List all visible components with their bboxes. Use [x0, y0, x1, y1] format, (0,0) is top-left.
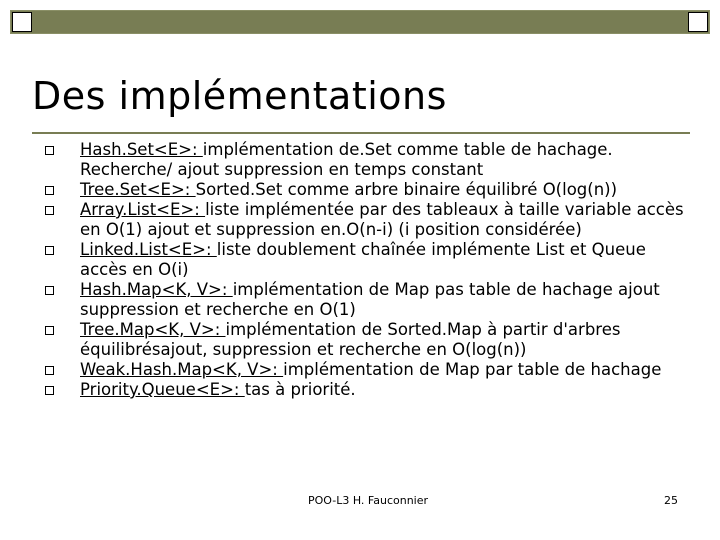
class-name: Linked.List<E>: [80, 240, 217, 259]
class-name: Tree.Set<E>: [80, 180, 196, 199]
title-rule [32, 132, 690, 134]
list-item [45, 360, 690, 380]
list-item [45, 280, 690, 320]
item-description: liste implémentée par des tableaux à taille variable accès en O(1) ajout et suppression en.O(n-i) (i position considérée) [80, 200, 684, 239]
item-description: tas à priorité. [244, 380, 356, 399]
class-name: Priority.Queue<E>: [80, 380, 245, 399]
class-name: Hash.Set<E>: [80, 140, 203, 159]
square-bullet-icon [45, 206, 54, 215]
class-name: Weak.Hash.Map<K, V>: [80, 360, 284, 379]
item-description: liste doublement chaînée implémente List et Queue accès en O(i) [80, 240, 646, 279]
bullet-list [45, 140, 690, 400]
page-number: 25 [664, 494, 678, 507]
list-item [45, 200, 690, 240]
slide-title: Des implémentations [32, 74, 447, 118]
list-item [45, 240, 690, 280]
item-description: implémentation de Map pas table de hachage ajout suppression et recherche en O(1) [80, 280, 660, 319]
list-item [45, 320, 690, 360]
class-name: Hash.Map<K, V>: [80, 280, 233, 299]
square-bullet-icon [45, 366, 54, 375]
list-item [45, 180, 690, 200]
square-bullet-icon [45, 146, 54, 155]
square-bullet-icon [45, 386, 54, 395]
list-item [45, 380, 690, 400]
item-description: Sorted.Set comme arbre binaire équilibré O(log(n)) [195, 180, 618, 199]
class-name: Array.List<E>: [80, 200, 206, 219]
square-bullet-icon [45, 186, 54, 195]
item-description: implémentation de Map par table de hachage [283, 360, 662, 379]
corner-square-left [12, 12, 32, 32]
header-bar [10, 10, 710, 34]
square-bullet-icon [45, 326, 54, 335]
class-name: Tree.Map<K, V>: [80, 320, 226, 339]
footer-author: POO-L3 H. Fauconnier [308, 494, 429, 507]
list-item [45, 140, 690, 180]
corner-square-right [688, 12, 708, 32]
square-bullet-icon [45, 246, 54, 255]
item-description: implémentation de Sorted.Map à partir d'arbres équilibrésajout, suppression et recherche en O(log(n)) [80, 320, 621, 359]
item-description: implémentation de.Set comme table de hachage. Recherche/ ajout suppression en temps constant [80, 140, 613, 179]
square-bullet-icon [45, 286, 54, 295]
